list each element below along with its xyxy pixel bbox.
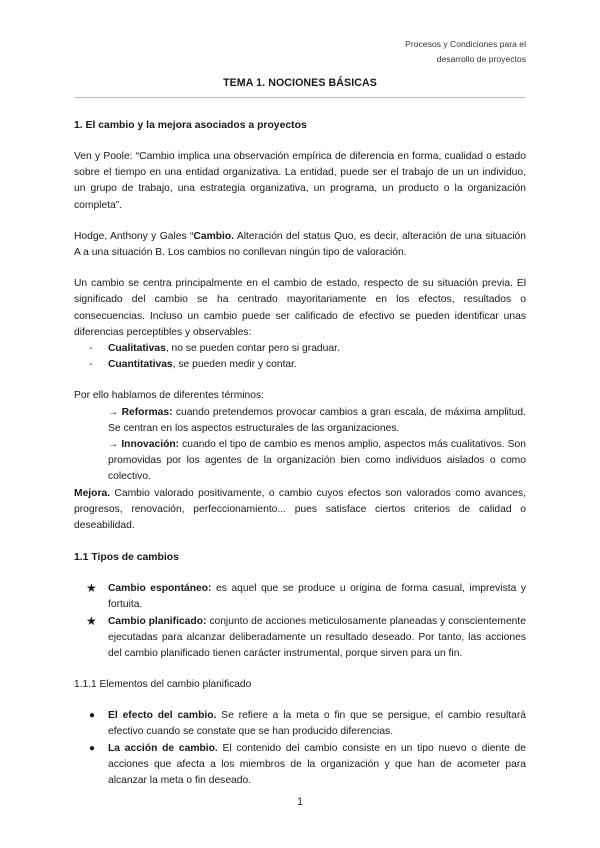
list-item — [74, 341, 526, 357]
item-bold: El efecto del cambio. — [108, 710, 217, 722]
item-bold: Cambio espontáneo: — [108, 583, 212, 595]
bullet-icon: ● — [89, 710, 96, 722]
item-text: , no se pueden contar pero si graduar. — [165, 343, 340, 355]
item-text: es aquel que se produce u origina de forma casual, imprevista y fortuita. — [108, 583, 526, 611]
change-types-list — [74, 581, 526, 662]
hodge-bold-term: Cambio. — [193, 230, 235, 242]
paragraph-terminos: Por ello hablamos de diferentes términos: — [74, 390, 265, 402]
section-heading-1: 1. El cambio y la mejora asociados a proyectos — [74, 120, 307, 131]
page-number: 1 — [296, 796, 304, 808]
title-divider — [74, 97, 526, 98]
header-line-1: Procesos y Condiciones para el — [405, 39, 526, 49]
list-item — [74, 741, 526, 790]
dash-marker: - — [89, 359, 93, 371]
page-title: TEMA 1. NOCIONES BÁSICAS — [223, 77, 377, 89]
item-bold: Cualitativas — [108, 343, 166, 355]
dash-marker: - — [89, 343, 93, 355]
item-text: Se refiere a la meta o fin que se persigue, el cambio resultará efectivo cuando se constate que se han producido diferencias. — [108, 710, 526, 738]
item-text: El contenido del cambio consiste en un tipo nuevo o diente de acciones que afecta a los miembros de la organización y que han de acometer para alcanzar la meta o fin deseado. — [108, 742, 526, 787]
running-header — [376, 37, 526, 67]
document-body — [74, 118, 526, 789]
item-text: , se pueden medir y contar. — [172, 359, 297, 371]
section-heading-1-1: 1.1 Tipos de cambios — [74, 552, 179, 564]
term-item — [108, 437, 526, 486]
term-item — [108, 405, 526, 437]
item-text: cuando pretendemos provocar cambios a gran escala, de máxima amplitud. Se centran en los aspectos estructurales de las organizaciones. — [108, 406, 526, 434]
arrow-icon: → — [108, 406, 119, 418]
paragraph-ven-poole: Ven y Poole: “Cambio implica una observación empírica de diferencia en forma, cualidad o estado sobre el tiempo en una entidad organizativa. La entidad, puede ser el trabajo de un un individuo, un grupo de trabajo, una estrategia organizativa, un programa, un producto o la organización completa”. — [74, 151, 526, 211]
star-icon: ★ — [86, 581, 97, 596]
arrow-icon: → — [108, 439, 119, 451]
list-item — [74, 581, 526, 613]
differences-list — [74, 341, 526, 373]
mejora-text: Cambio valorado positivamente, o cambio cuyos efectos son valorados como avances, progresos, renovación, perfeccionamiento... pues satisface ciertos criterios de calidad o deseabilidad. — [74, 487, 526, 532]
item-text: cuando el tipo de cambio es menos amplio, aspectos más cualitativos. Son promovidas por los agentes de la organización bien como individuos aislados o como colectivo. — [108, 439, 526, 483]
list-item — [74, 614, 526, 663]
paragraph-cambio-estado: Un cambio se centra principalmente en el cambio de estado, respecto de su situación previa. El significado del cambio se ha centrado mayoritariamente en los efectos, resultados o consecuencias. Incluso un cambio puede ser calificado de efectivo se pueden identificar unas diferencias perceptibles y observables: — [74, 278, 526, 338]
terms-list — [74, 405, 526, 486]
hodge-text: Alteración del status Quo, es decir, alteración de una situación A a una situación B. Los cambios no conllevan ningún tipo de valoración. — [74, 230, 526, 259]
item-bold: Cambio planificado: — [108, 615, 207, 627]
paragraph-mejora — [74, 486, 526, 535]
item-bold: Cuantitativas — [108, 359, 173, 371]
section-heading-1-1-1: 1.1.1 Elementos del cambio planificado — [74, 679, 252, 691]
star-icon: ★ — [86, 613, 97, 628]
elements-list — [74, 708, 526, 789]
hodge-prefix: Hodge, Anthony y Gales “ — [74, 230, 194, 242]
header-line-2: desarrollo de proyectos — [436, 54, 526, 64]
mejora-bold: Mejora. — [74, 487, 111, 499]
item-text: conjunto de acciones meticulosamente planeadas y conscientemente ejecutadas para alcanzar deliberadamente un resultado deseado. Por tanto, las acciones del cambio planificado tienen carácter instrumental, porque sirven para un fin. — [108, 615, 527, 660]
paragraph-hodge — [74, 229, 526, 261]
item-bold: Reformas: — [121, 406, 173, 418]
list-item — [74, 357, 526, 373]
item-bold: La acción de cambio. — [108, 742, 218, 754]
list-item — [74, 708, 526, 740]
item-bold: Innovación: — [121, 439, 180, 451]
bullet-icon: ● — [89, 742, 96, 754]
